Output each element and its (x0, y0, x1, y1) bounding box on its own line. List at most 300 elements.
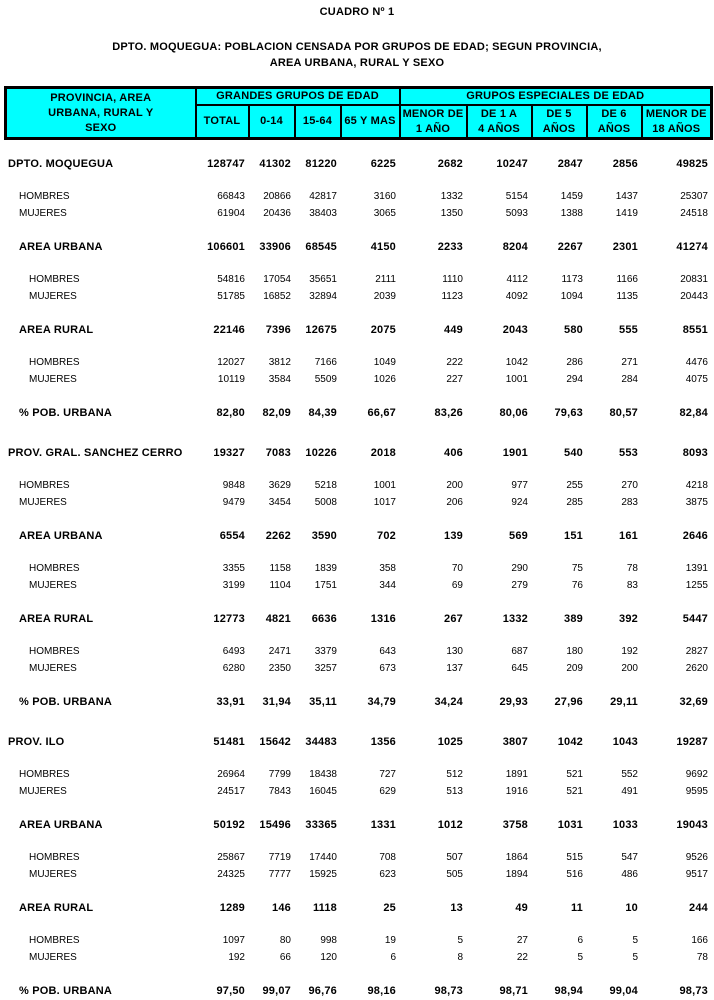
cell-value: 3160 (373, 191, 396, 202)
cell-value: 3758 (502, 819, 528, 831)
cell-value: 358 (379, 563, 396, 574)
cell-value: 1043 (612, 736, 638, 748)
cell-value: 283 (621, 497, 638, 508)
cell-value: 98,73 (679, 985, 708, 997)
cell-value: 1118 (312, 902, 337, 914)
cell-value: 513 (446, 786, 463, 797)
cell-value: 2827 (685, 646, 708, 657)
cell-value: 4821 (265, 613, 291, 625)
cell-value: 9692 (685, 769, 708, 780)
cell-value: 222 (446, 357, 463, 368)
cell-value: 2267 (557, 241, 583, 253)
cell-value: 3629 (268, 480, 291, 491)
cell-value: 924 (511, 497, 528, 508)
cell-value: 491 (621, 786, 638, 797)
cell-value: 5 (632, 935, 638, 946)
column-header-menor-de-1-ano (400, 105, 467, 139)
cell-value: 1901 (502, 447, 528, 459)
cell-value: 192 (228, 952, 245, 963)
table-row-hombres (4, 480, 710, 492)
cell-value: 3812 (268, 357, 291, 368)
cell-value: 271 (621, 357, 638, 368)
cell-value: 137 (446, 663, 463, 674)
cell-value: 24518 (680, 208, 708, 219)
cell-value: 3065 (373, 208, 396, 219)
column-header-line: 15-64 (302, 115, 333, 127)
cell-value: 15925 (309, 869, 337, 880)
cell-value: 1331 (370, 819, 396, 831)
cell-value: 267 (444, 613, 463, 625)
cell-value: 1459 (560, 191, 583, 202)
table-row-hombres (4, 357, 710, 369)
stub-header-line: SEXO (85, 121, 117, 134)
cell-value: 4150 (370, 241, 396, 253)
cell-value: 569 (509, 530, 528, 542)
cell-value: 161 (619, 530, 638, 542)
cell-value: 1173 (561, 274, 583, 285)
cell-value: 80 (279, 935, 291, 946)
row-label: AREA URBANA (19, 819, 103, 831)
cell-value: 2856 (612, 158, 638, 170)
cell-value: 20866 (263, 191, 291, 202)
table-row-mujeres (4, 952, 710, 964)
cell-value: 1104 (269, 580, 291, 591)
row-label: HOMBRES (19, 769, 70, 780)
cell-value: 98,71 (499, 985, 528, 997)
row-label: HOMBRES (29, 563, 80, 574)
cell-value: 10247 (496, 158, 528, 170)
cell-value: 41274 (676, 241, 708, 253)
cell-value: 27,96 (554, 696, 583, 708)
cell-value: 78 (696, 952, 708, 963)
cell-value: 79,63 (554, 407, 583, 419)
cell-value: 7083 (265, 447, 291, 459)
cell-value: 673 (379, 663, 396, 674)
table-row-dpto-moquegua (4, 158, 710, 170)
cell-value: 406 (444, 447, 463, 459)
cell-value: 69 (451, 580, 463, 591)
cell-value: 6225 (370, 158, 396, 170)
cell-value: 284 (621, 374, 638, 385)
cell-value: 19287 (676, 736, 708, 748)
cell-value: 20443 (680, 291, 708, 302)
cell-value: 120 (320, 952, 337, 963)
cell-value: 4075 (685, 374, 708, 385)
cell-value: 285 (566, 497, 583, 508)
cell-value: 547 (621, 852, 638, 863)
cell-value: 2847 (557, 158, 583, 170)
cell-value: 180 (566, 646, 583, 657)
cell-value: 99,04 (609, 985, 638, 997)
cell-value: 1012 (437, 819, 463, 831)
cell-value: 629 (379, 786, 396, 797)
cell-value: 1916 (505, 786, 528, 797)
cell-value: 10119 (217, 374, 245, 385)
cell-value: 998 (320, 935, 337, 946)
cell-value: 20436 (263, 208, 291, 219)
cell-value: 505 (446, 869, 463, 880)
cell-value: 200 (446, 480, 463, 491)
cell-value: 3199 (222, 580, 245, 591)
cell-value: 540 (564, 447, 583, 459)
cell-value: 49 (515, 902, 528, 914)
cell-value: 8 (457, 952, 463, 963)
cell-value: 286 (566, 357, 583, 368)
cell-value: 580 (564, 324, 583, 336)
cell-value: 2039 (373, 291, 396, 302)
row-label: AREA RURAL (19, 902, 94, 914)
row-label: AREA RURAL (19, 324, 94, 336)
cell-value: 13 (450, 902, 463, 914)
cell-value: 5154 (505, 191, 528, 202)
cell-value: 7799 (268, 769, 291, 780)
cell-value: 5 (457, 935, 463, 946)
cell-value: 96,76 (308, 985, 337, 997)
cell-value: 76 (571, 580, 583, 591)
cell-value: 200 (621, 663, 638, 674)
cell-value: 623 (379, 869, 396, 880)
table-row-pob-urbana (4, 985, 710, 997)
row-label: MUJERES (29, 374, 77, 385)
cell-value: 1255 (685, 580, 708, 591)
cell-value: 1042 (505, 357, 528, 368)
cell-value: 2646 (682, 530, 708, 542)
column-header-line: DE 5 (546, 107, 572, 120)
cell-value: 7719 (268, 852, 291, 863)
cell-value: 83 (626, 580, 638, 591)
cell-value: 16045 (309, 786, 337, 797)
cell-value: 34483 (305, 736, 337, 748)
column-header-line: 18 AÑOS (652, 122, 701, 135)
table-row-area-urbana (4, 819, 710, 831)
cell-value: 1097 (222, 935, 245, 946)
cell-value: 1031 (557, 819, 583, 831)
row-label: HOMBRES (19, 191, 70, 202)
cell-value: 192 (621, 646, 638, 657)
cell-value: 4476 (685, 357, 708, 368)
cell-value: 9848 (222, 480, 245, 491)
cell-value: 51481 (213, 736, 245, 748)
cell-value: 244 (689, 902, 708, 914)
cell-value: 2111 (375, 274, 396, 285)
cell-value: 49825 (676, 158, 708, 170)
cell-value: 1388 (560, 208, 583, 219)
group-header-grandes-grupos: GRANDES GRUPOS DE EDAD (196, 88, 400, 106)
column-header-line: MENOR DE (402, 107, 464, 120)
cell-value: 4092 (505, 291, 528, 302)
cell-value: 35,11 (309, 696, 337, 708)
cell-value: 1332 (440, 191, 463, 202)
cell-value: 16852 (263, 291, 291, 302)
table-row-hombres (4, 646, 710, 658)
row-label: DPTO. MOQUEGUA (8, 158, 114, 170)
column-header-menor-de-18-anos (642, 105, 712, 139)
cell-value: 1001 (505, 374, 528, 385)
cell-value: 5 (632, 952, 638, 963)
cell-value: 26964 (217, 769, 245, 780)
cell-value: 25867 (217, 852, 245, 863)
column-header-0-14 (249, 105, 295, 139)
cell-value: 1042 (557, 736, 583, 748)
cell-value: 6 (390, 952, 396, 963)
cell-value: 227 (446, 374, 463, 385)
cell-value: 687 (511, 646, 528, 657)
cell-value: 344 (379, 580, 396, 591)
column-header-65-y-mas (341, 105, 400, 139)
table-header (4, 86, 713, 140)
cell-value: 1049 (373, 357, 396, 368)
cell-value: 6280 (222, 663, 245, 674)
table-row-mujeres (4, 208, 710, 220)
cell-value: 1094 (560, 291, 583, 302)
cell-value: 8204 (502, 241, 528, 253)
cell-value: 10226 (305, 447, 337, 459)
cell-value: 1289 (219, 902, 245, 914)
cell-value: 1839 (314, 563, 337, 574)
cell-value: 209 (566, 663, 583, 674)
cell-value: 98,73 (434, 985, 463, 997)
cell-value: 3257 (314, 663, 337, 674)
cell-value: 3875 (685, 497, 708, 508)
cell-value: 5093 (505, 208, 528, 219)
cell-value: 5 (577, 952, 583, 963)
table-row-prov-gral-sanchez-cerro (4, 447, 710, 459)
row-label: HOMBRES (29, 935, 80, 946)
cell-value: 643 (379, 646, 396, 657)
cell-value: 97,50 (216, 985, 245, 997)
table-row-area-urbana (4, 241, 710, 253)
cell-value: 392 (619, 613, 638, 625)
cell-value: 11 (570, 902, 583, 914)
table-row-mujeres (4, 291, 710, 303)
row-label: MUJERES (29, 580, 77, 591)
row-label: AREA URBANA (19, 530, 103, 542)
cell-value: 66843 (217, 191, 245, 202)
cell-value: 1025 (437, 736, 463, 748)
cell-value: 555 (619, 324, 638, 336)
row-label: MUJERES (19, 208, 67, 219)
cell-value: 7166 (314, 357, 337, 368)
cell-value: 1356 (370, 736, 396, 748)
cell-value: 3590 (311, 530, 337, 542)
cell-value: 2301 (612, 241, 638, 253)
stub-header (6, 88, 196, 139)
cell-value: 9526 (685, 852, 708, 863)
cell-value: 708 (379, 852, 396, 863)
table-row-mujeres (4, 497, 710, 509)
cell-value: 82,80 (216, 407, 245, 419)
cell-value: 290 (511, 563, 528, 574)
cell-value: 80,57 (609, 407, 638, 419)
table-row-area-rural (4, 902, 710, 914)
cell-value: 19 (384, 935, 396, 946)
cell-value: 1135 (616, 291, 638, 302)
cell-value: 75 (571, 563, 583, 574)
cell-value: 83,26 (434, 407, 463, 419)
cell-value: 2018 (370, 447, 396, 459)
table-row-mujeres (4, 580, 710, 592)
cell-value: 1894 (505, 869, 528, 880)
cell-value: 24325 (217, 869, 245, 880)
cell-value: 8093 (682, 447, 708, 459)
cell-value: 66 (279, 952, 291, 963)
row-label: PROV. ILO (8, 736, 65, 748)
table-row-pob-urbana (4, 407, 710, 419)
row-label: MUJERES (19, 786, 67, 797)
column-header-15-64 (295, 105, 341, 139)
cell-value: 41302 (259, 158, 291, 170)
cell-value: 31,94 (262, 696, 291, 708)
cell-value: 54816 (217, 274, 245, 285)
cell-value: 17440 (309, 852, 337, 863)
cell-value: 9479 (222, 497, 245, 508)
row-label: MUJERES (29, 663, 77, 674)
cell-value: 1332 (502, 613, 528, 625)
cell-value: 29,93 (499, 696, 528, 708)
table-row-hombres (4, 191, 710, 203)
cell-value: 702 (377, 530, 396, 542)
cell-value: 1017 (373, 497, 396, 508)
cell-value: 1419 (615, 208, 638, 219)
cell-value: 6554 (219, 530, 245, 542)
stub-header-line: PROVINCIA, AREA (50, 91, 152, 104)
table-row-area-rural (4, 613, 710, 625)
cell-value: 68545 (305, 241, 337, 253)
cell-value: 206 (446, 497, 463, 508)
cell-value: 645 (511, 663, 528, 674)
cell-value: 5218 (314, 480, 337, 491)
cell-value: 80,06 (499, 407, 528, 419)
cell-value: 19327 (213, 447, 245, 459)
row-label: MUJERES (29, 291, 77, 302)
cell-value: 29,11 (610, 696, 638, 708)
table-row-hombres (4, 563, 710, 575)
column-header-line: 0-14 (260, 115, 283, 127)
cell-value: 727 (379, 769, 396, 780)
cell-value: 128747 (207, 158, 245, 170)
row-label: HOMBRES (29, 274, 80, 285)
column-header-de-6-anos (587, 105, 642, 139)
cell-value: 449 (444, 324, 463, 336)
cell-value: 151 (564, 530, 583, 542)
cell-value: 389 (564, 613, 583, 625)
table-subtitle-line2: AREA URBANA, RURAL Y SEXO (269, 57, 445, 69)
row-label: AREA RURAL (19, 613, 94, 625)
column-header-total (196, 105, 249, 139)
table-body (4, 138, 710, 997)
cell-value: 18438 (309, 769, 337, 780)
column-header-line: 65 Y MAS (344, 115, 396, 127)
cell-value: 61904 (217, 208, 245, 219)
cell-value: 98,16 (367, 985, 396, 997)
cell-value: 34,24 (434, 696, 463, 708)
row-label: % POB. URBANA (19, 696, 113, 708)
column-header-de-5-anos (532, 105, 587, 139)
table-title: CUADRO Nº 1 (319, 6, 395, 18)
cell-value: 17054 (263, 274, 291, 285)
cell-value: 1033 (612, 819, 638, 831)
cell-value: 12675 (305, 324, 337, 336)
cell-value: 1751 (314, 580, 337, 591)
table-row-area-rural (4, 324, 710, 336)
cell-value: 552 (621, 769, 638, 780)
cell-value: 146 (272, 902, 291, 914)
cell-value: 1350 (440, 208, 463, 219)
cell-value: 9595 (685, 786, 708, 797)
column-header-line: AÑOS (597, 122, 631, 135)
table-row-mujeres (4, 869, 710, 881)
table-row-prov-ilo (4, 736, 710, 748)
cell-value: 512 (446, 769, 463, 780)
cell-value: 82,84 (679, 407, 708, 419)
cell-value: 6636 (311, 613, 337, 625)
cell-value: 521 (566, 786, 583, 797)
cell-value: 2620 (685, 663, 708, 674)
cell-value: 12027 (217, 357, 245, 368)
column-header-line: DE 1 A (480, 107, 518, 120)
cell-value: 166 (691, 935, 708, 946)
cell-value: 516 (566, 869, 583, 880)
cell-value: 1123 (441, 291, 463, 302)
cell-value: 553 (619, 447, 638, 459)
cell-value: 8551 (682, 324, 708, 336)
cell-value: 130 (446, 646, 463, 657)
cell-value: 2262 (265, 530, 291, 542)
row-label: HOMBRES (29, 357, 80, 368)
row-label: MUJERES (29, 952, 77, 963)
cell-value: 35651 (309, 274, 337, 285)
cell-value: 9517 (685, 869, 708, 880)
cell-value: 5447 (682, 613, 708, 625)
cell-value: 10 (625, 902, 638, 914)
row-label: PROV. GRAL. SANCHEZ CERRO (8, 447, 183, 459)
table-row-hombres (4, 274, 710, 286)
column-header-line: DE 6 (601, 107, 627, 120)
cell-value: 84,39 (308, 407, 337, 419)
cell-value: 70 (451, 563, 463, 574)
cell-value: 4112 (506, 274, 528, 285)
cell-value: 7777 (268, 869, 291, 880)
cell-value: 977 (511, 480, 528, 491)
cell-value: 33,91 (216, 696, 245, 708)
cell-value: 507 (446, 852, 463, 863)
cell-value: 32894 (309, 291, 337, 302)
cell-value: 2075 (370, 324, 396, 336)
cell-value: 1166 (616, 274, 638, 285)
cell-value: 486 (621, 869, 638, 880)
cell-value: 22146 (213, 324, 245, 336)
cell-value: 25307 (680, 191, 708, 202)
column-header-line: 1 AÑO (415, 122, 451, 135)
cell-value: 279 (511, 580, 528, 591)
row-label: HOMBRES (19, 480, 70, 491)
table-row-hombres (4, 769, 710, 781)
cell-value: 3355 (222, 563, 245, 574)
cell-value: 294 (566, 374, 583, 385)
cell-value: 38403 (309, 208, 337, 219)
column-header-line: TOTAL (203, 115, 241, 127)
cell-value: 2350 (268, 663, 291, 674)
cell-value: 270 (621, 480, 638, 491)
cell-value: 521 (566, 769, 583, 780)
cell-value: 22 (516, 952, 528, 963)
cell-value: 19043 (676, 819, 708, 831)
cell-value: 33906 (259, 241, 291, 253)
cell-value: 3379 (314, 646, 337, 657)
cell-value: 4218 (685, 480, 708, 491)
row-label: % POB. URBANA (19, 985, 113, 997)
cell-value: 2043 (502, 324, 528, 336)
